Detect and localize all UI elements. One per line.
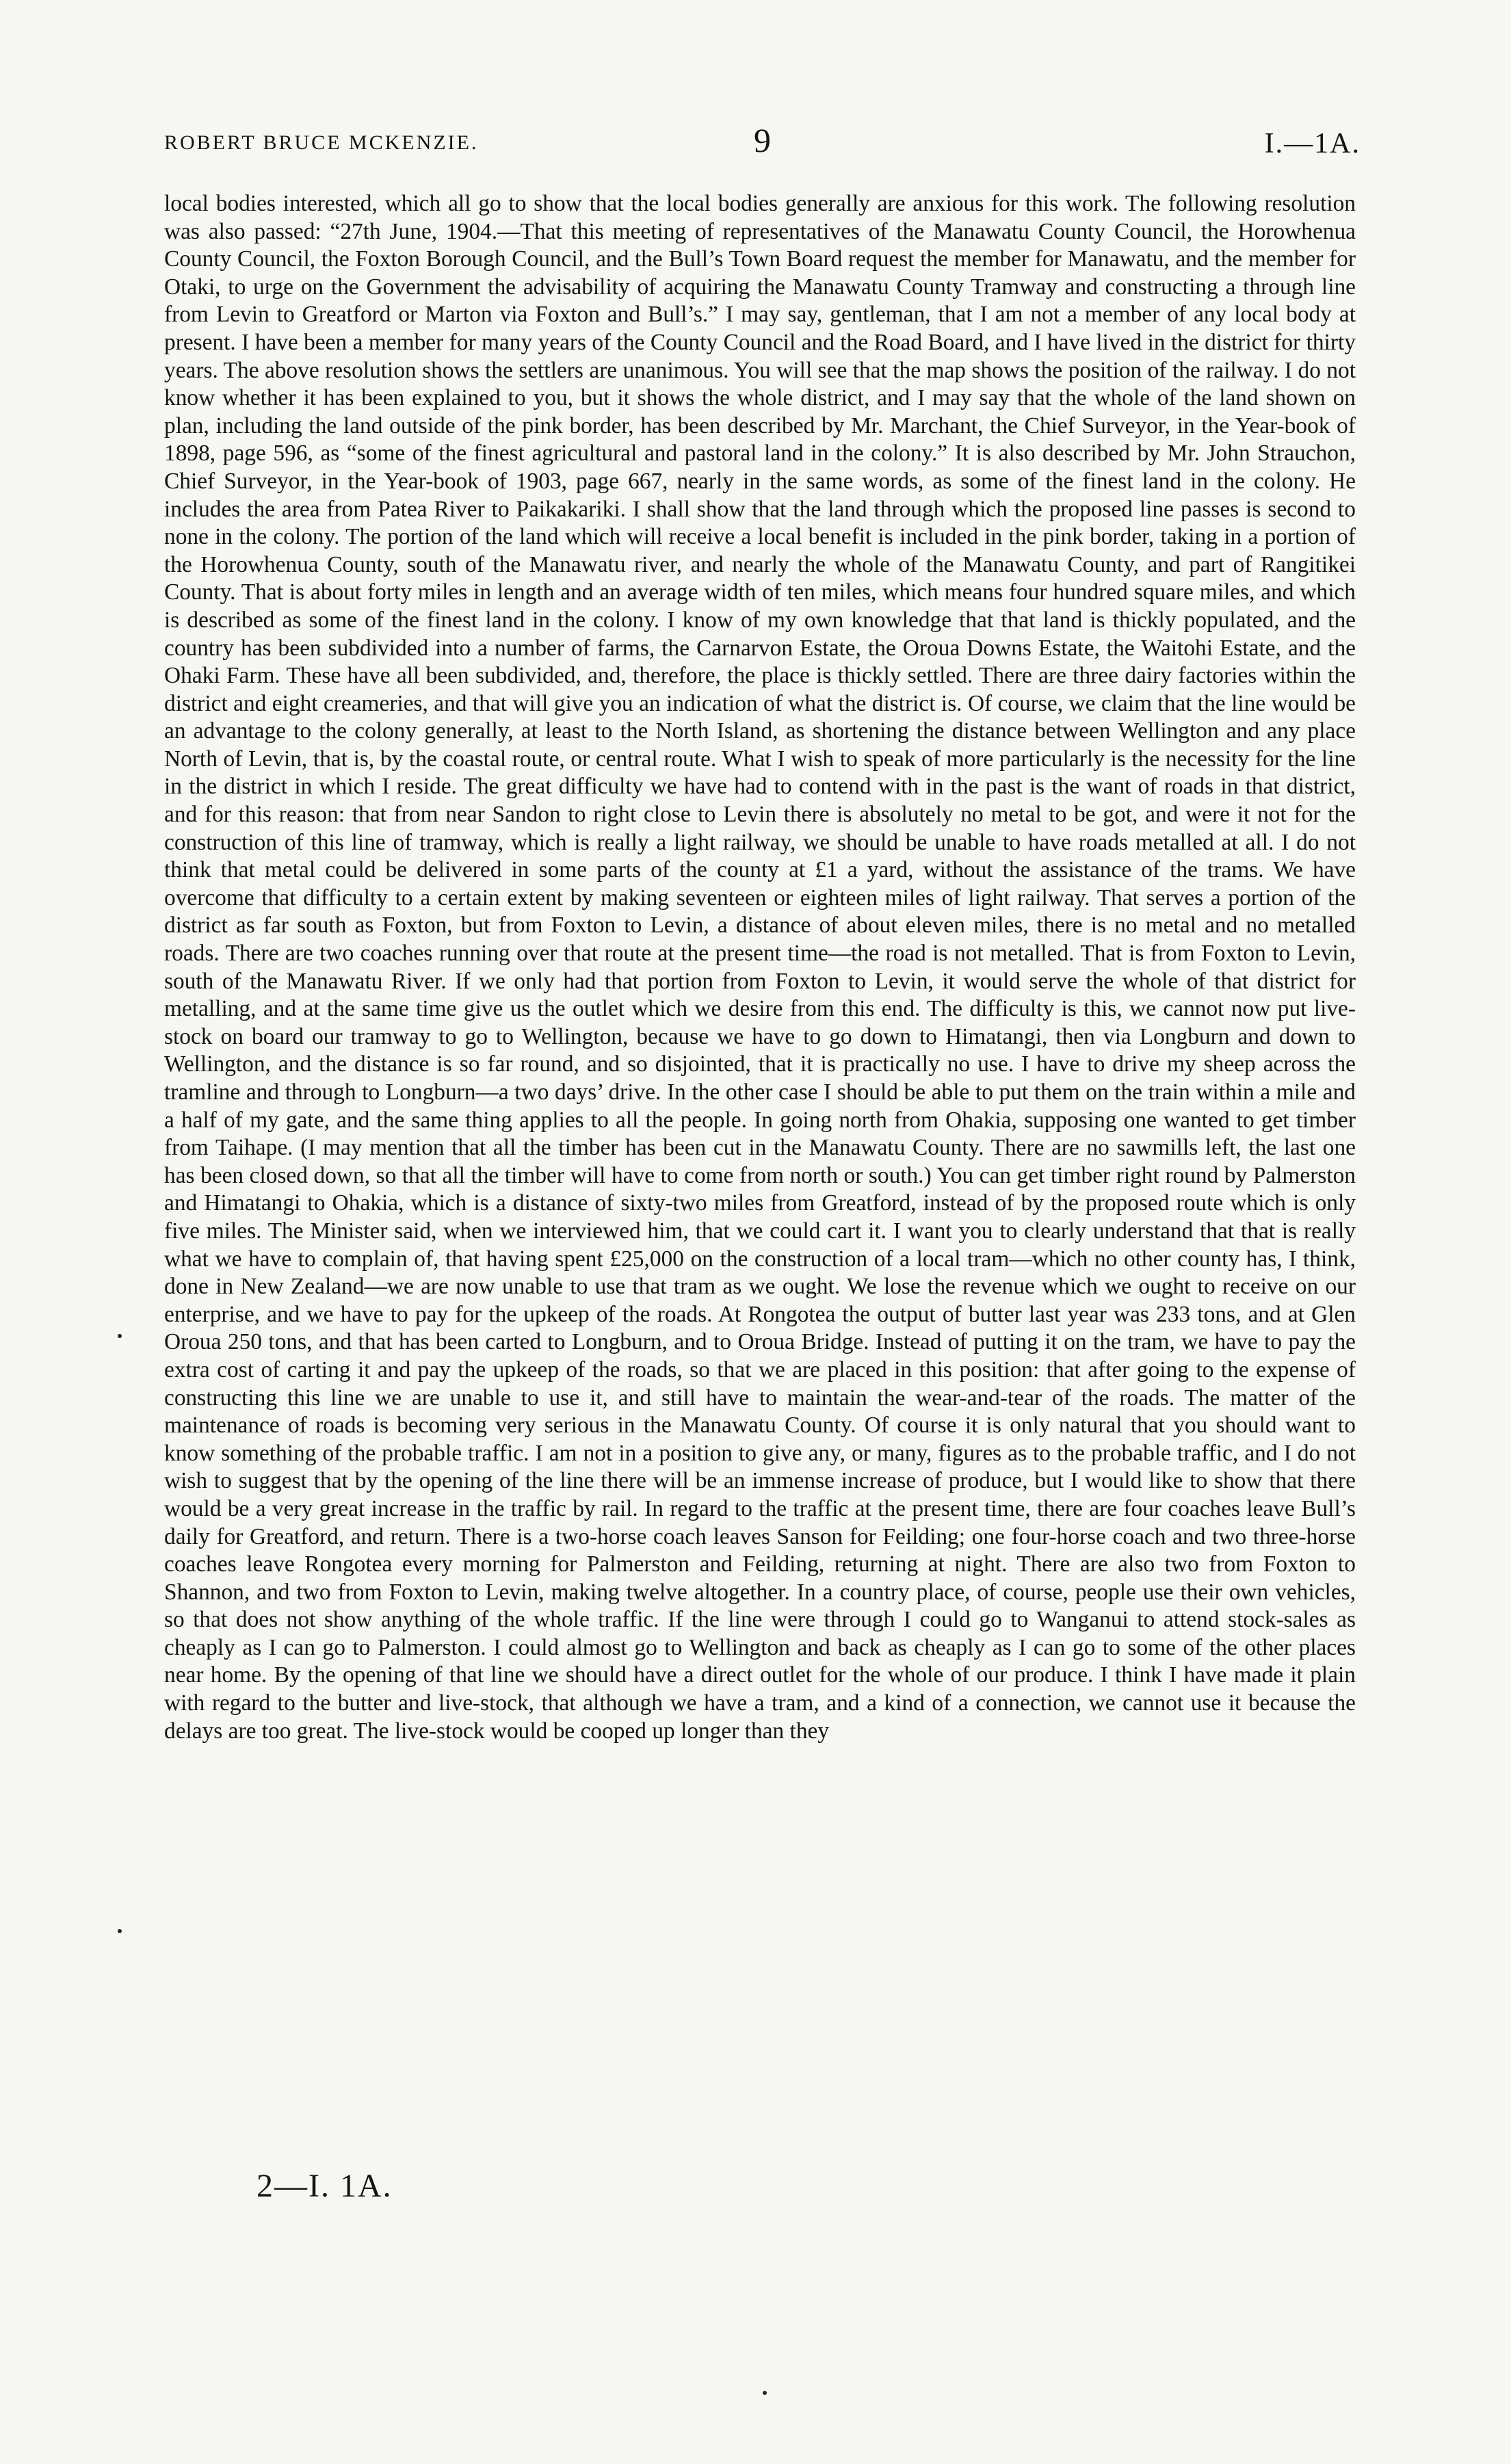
margin-speck-icon	[118, 1334, 122, 1338]
margin-speck-icon	[763, 2391, 767, 2395]
body-text	[164, 190, 1356, 1745]
page-header	[164, 118, 1361, 172]
signature-mark: 2—I. 1A.	[257, 2168, 393, 2204]
page-number: 9	[754, 121, 771, 159]
body-paragraph: local bodies interested, which all go to show that the local bodies generally are anxious for this work. The following resolution was also passed: “27th June, 1904.—That this meeting of representatives of the Manawatu County Council, the Horowhenua County Council, the Foxton Borough Council, and the Bull’s Town Board request the member for Manawatu, and the member for Otaki, to urge on the Government the advisability of acquiring the Manawatu County Tramway and constructing a through line from Levin to Greatford or Marton via Foxton and Bull’s.” I may say, gentleman, that I am not a member of any local body at present. I have been a member for many years of the County Council and the Road Board, and I have lived in the district for thirty years. The above resolution shows the settlers are unanimous. You will see that the map shows the position of the railway. I do not know whether it has been explained to you, but it shows the whole district, and I may say that the whole of the land shown on plan, including the land outside of the pink border, has been described by Mr. Marchant, the Chief Surveyor, in the Year-book of 1898, page 596, as “some of the finest agricultural and pastoral land in the colony.” It is also described by Mr. John Strauchon, Chief Surveyor, in the Year-book of 1903, page 667, nearly in the same words, as some of the finest land in the colony. He includes the area from Patea River to Paikakariki. I shall show that the land through which the proposed line passes is second to none in the colony. The portion of the land which will receive a local benefit is included in the pink border, taking in a portion of the Horowhenua County, south of the Manawatu river, and nearly the whole of the Manawatu County, and part of Rangitikei County. That is about forty miles in length and an average width of ten miles, which means four hundred square miles, and which is described as some of the finest land in the colony. I know of my own knowledge that that land is thickly populated, and the country has been subdivided into a number of farms, the Carnarvon Estate, the Oroua Downs Estate, the Waitohi Estate, and the Ohaki Farm. These have all been subdivided, and, therefore, the place is thickly settled. There are three dairy factories within the district and eight creameries, and that will give you an indication of what the district is. Of course, we claim that the line would be an advantage to the colony generally, at least to the North Island, as shortening the distance between Wellington and any place North of Levin, that is, by the coastal route, or central route. What I wish to speak of more particularly is the necessity for the line in the district in which I reside. The great difficulty we have had to contend with in the past is the want of roads in that district, and for this reason: that from near Sandon to right close to Levin there is absolutely no metal to be got, and were it not for the construction of this line of tramway, which is really a light railway, we should be unable to have roads metalled at all. I do not think that metal could be delivered in some parts of the county at £1 a yard, without the assistance of the trams. We have overcome that difficulty to a certain extent by making seventeen or eighteen miles of light railway. That serves a portion of the district as far south as Foxton, but from Foxton to Levin, a distance of about eleven miles, there is no metal and no metalled roads. There are two coaches running over that route at the present time—the road is not metalled. That is from Foxton to Levin, south of the Manawatu River. If we only had that portion from Foxton to Levin, it would serve the whole of that district for metalling, and at the same time give us the outlet which we desire from this end. The difficulty is this, we cannot now put live-stock on board our tramway to go to Wellington, because we have to go down to Himatangi, then via Longburn and down to Wellington, and the distance is so far round, and so disjointed, that it is practically no use. I have to drive my sheep across the tramline and through to Longburn—a two days’ drive. In the other case I should be able to put them on the train within a mile and a half of my gate, and the same thing applies to all the people. In going north from Ohakia, supposing one wanted to get timber from Taihape. (I may mention that all the timber has been cut in the Manawatu County. There are no sawmills left, the last one has been closed down, so that all the timber will have to come from north or south.) You can get timber right round by Palmerston and Himatangi to Ohakia, which is a distance of sixty-two miles from Greatford, instead of by the proposed route which is only five miles. The Minister said, when we interviewed him, that we could cart it. I want you to clearly understand that that is really what we have to complain of, that having spent £25,000 on the construction of a local tram—which no other county has, I think, done in New Zealand—we are now unable to use that tram as we ought. We lose the revenue which we ought to receive on our enterprise, and we have to pay for the upkeep of the roads. At Rongotea the output of butter last year was 233 tons, and at Glen Oroua 250 tons, and that has been carted to Longburn, and to Oroua Bridge. Instead of putting it on the tram, we have to pay the extra cost of carting it and pay the upkeep of the roads, so that we are placed in this position: that after going to the expense of constructing this line we are unable to use it, and still have to maintain the wear-and-tear of the roads. The matter of the maintenance of roads is becoming very serious in the Manawatu County. Of course it is only natural that you should want to know something of the probable traffic. I am not in a position to give any, or many, figures as to the probable traffic, and I do not wish to suggest that by the opening of the line there will be an immense increase of produce, but I would like to show that there would be a very great increase in the traffic by rail. In regard to the traffic at the present time, there are four coaches leave Bull’s daily for Greatford, and return. There is a two-horse coach leaves Sanson for Feilding; one four-horse coach and two three-horse coaches leave Rongotea every morning for Palmerston and Feilding, returning at night. There are also two from Foxton to Shannon, and two from Foxton to Levin, making twelve altogether. In a country place, of course, people use their own vehicles, so that does not show anything of the whole traffic. If the line were through I could go to Wanganui to attend stock-sales as cheaply as I can go to Palmerston. I could almost go to Wellington and back as cheaply as I can go to some of the other places near home. By the opening of that line we should have a direct outlet for the whole of our produce. I think I have made it plain with regard to the butter and live-stock, that although we have a tram, and a kind of a connection, we cannot use it because the delays are too great. The live-stock would be cooped up longer than they	[164, 191, 1356, 1744]
margin-speck-icon	[118, 1929, 122, 1933]
document-reference: I.—1A.	[1264, 128, 1361, 159]
running-head-name: ROBERT BRUCE MCKENZIE.	[164, 131, 479, 154]
